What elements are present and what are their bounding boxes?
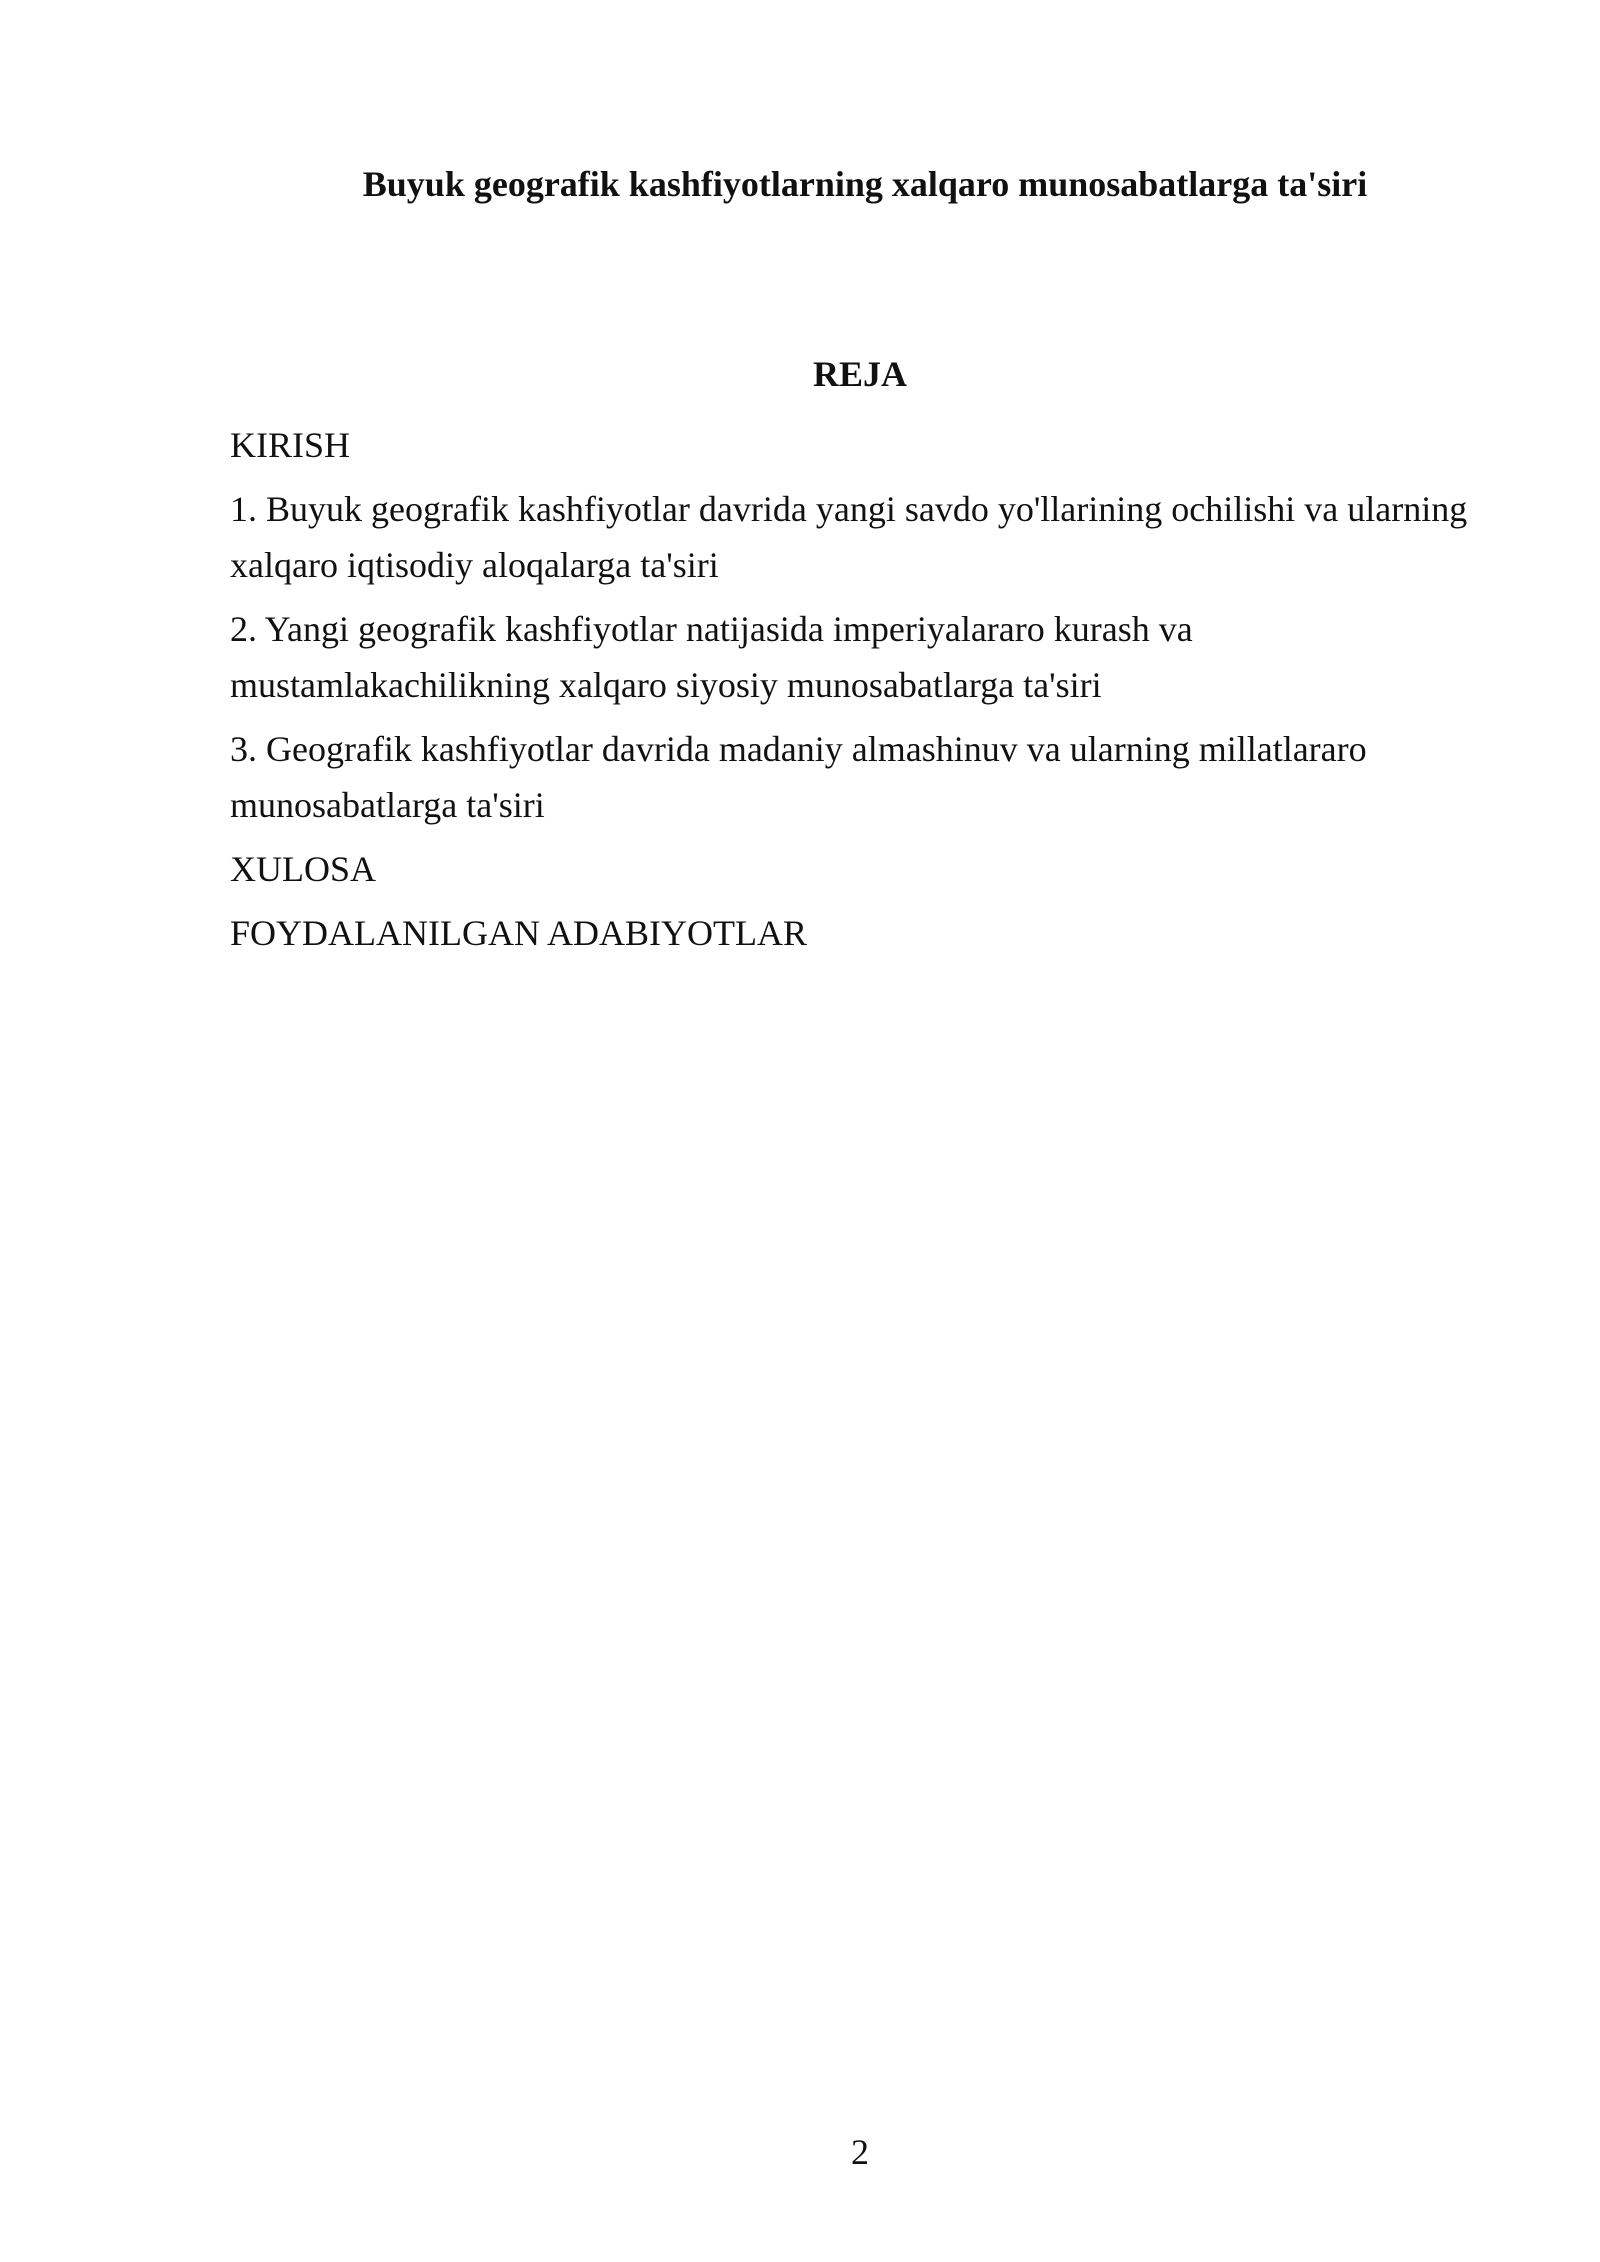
table-of-contents — [230, 417, 1510, 969]
toc-item-introduction: KIRISH — [230, 425, 351, 465]
plan-heading: REJA — [812, 354, 907, 394]
page-number: 2 — [851, 2132, 869, 2172]
toc-item-conclusion: XULOSA — [230, 849, 377, 889]
toc-item-section-2: 2. Yangi geografik kashfiyotlar natijasida imperiyalararo kurash va mustamlakachilikning xalqaro siyosiy munosabatlarga ta'siri — [230, 609, 1193, 705]
document-title: Buyuk geografik kashfiyotlarning xalqaro munosabatlarga ta'siri — [362, 164, 1368, 204]
toc-item-section-1: 1. Buyuk geografik kashfiyotlar davrida yangi savdo yo'llarining ochilishi va ularning xalqaro iqtisodiy aloqalarga ta'siri — [230, 489, 1468, 585]
toc-item-references: FOYDALANILGAN ADABIYOTLAR — [230, 913, 807, 953]
toc-item-section-3: 3. Geografik kashfiyotlar davrida madaniy almashinuv va ularning millatlararo munosabatlarga ta'siri — [230, 729, 1367, 825]
